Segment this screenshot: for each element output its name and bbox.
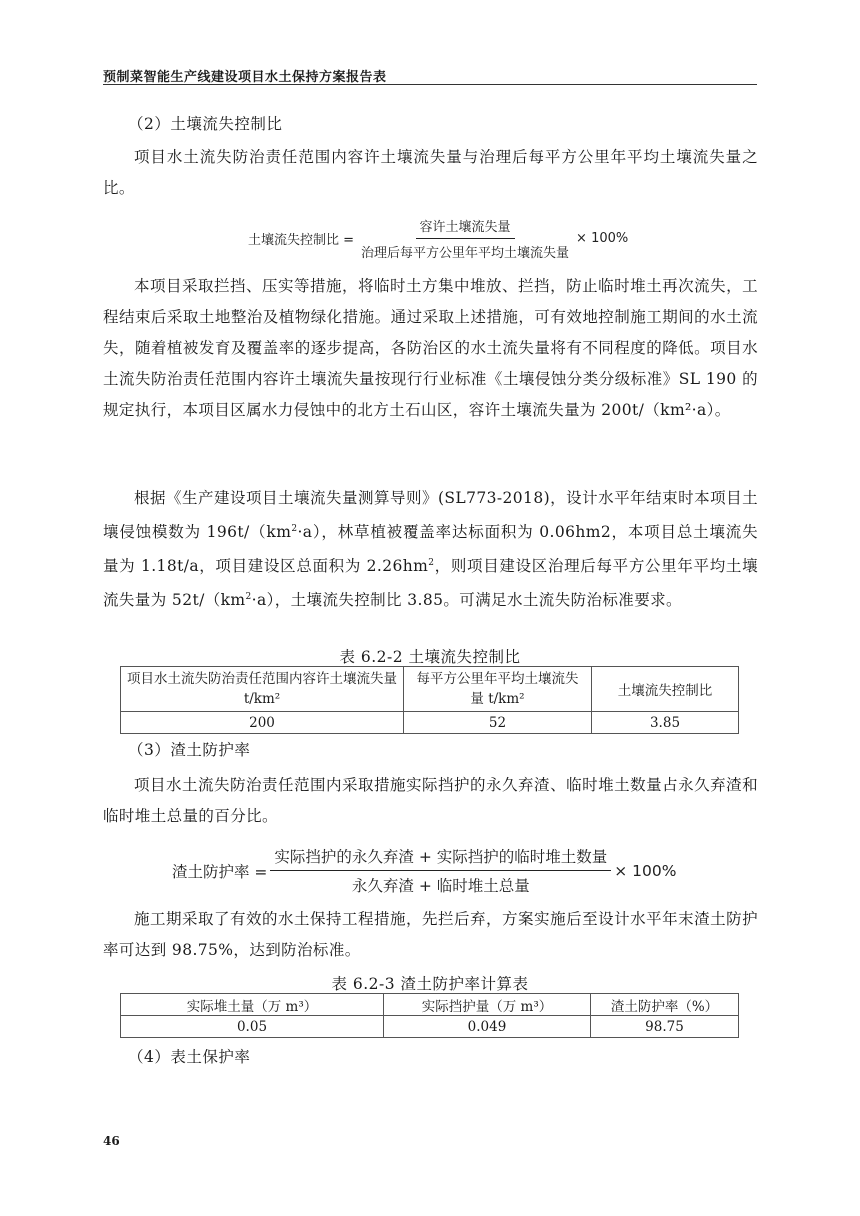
superscript: 2 bbox=[428, 558, 435, 569]
table-header-row bbox=[121, 994, 739, 1016]
table-caption-6-2-2: 表 6.2-2 土壤流失控制比 bbox=[339, 648, 521, 666]
table-header-row bbox=[121, 667, 739, 712]
table-soil-loss-ratio bbox=[120, 666, 739, 734]
table-row bbox=[121, 712, 739, 734]
text-run: ·a），土壤流失控制比 3.85。可满足水土流失防治标准要求。 bbox=[251, 591, 682, 610]
table-slag-protection bbox=[120, 993, 739, 1038]
page-number: 46 bbox=[103, 1134, 120, 1148]
formula-suffix: × 100% bbox=[614, 861, 677, 880]
formula-lhs: 渣土防护率 = bbox=[172, 862, 268, 881]
table-header-cell: 实际堆土量（万 m³） bbox=[121, 994, 384, 1016]
formula-denominator: 永久弃渣 + 临时堆土总量 bbox=[351, 877, 530, 895]
formula-lhs: 土壤流失控制比 = bbox=[248, 233, 355, 248]
superscript: 2 bbox=[245, 592, 252, 603]
paragraph-slag-result: 施工期采取了有效的水土保持工程措施，先拦后弃，方案实施后至设计水平年末渣土防护率可达到 98.75%，达到防治标准。 bbox=[103, 910, 758, 959]
superscript: 2 bbox=[291, 524, 298, 534]
header-divider bbox=[103, 84, 757, 85]
document-header-title: 预制菜智能生产线建设项目水土保持方案报告表 bbox=[103, 70, 387, 85]
text-run: 根据《生产建设项目土壤流失量测算导则》(SL773-2018)，设计水平年结束时本项目土壤侵蚀模数为 196t/（km bbox=[103, 489, 758, 542]
table-header-cell: 每平方公里年平均土壤流失量 t/km² bbox=[404, 667, 592, 712]
table-cell: 52 bbox=[404, 712, 592, 734]
text-run: ·a），林草植被覆盖率达标面积为 0.06hm2，本项目总土壤流失量为 1.18t/a，项目建设区总面积为 2.26hm bbox=[103, 523, 758, 576]
section-heading-slag-protection: （3）渣土防护率 bbox=[128, 741, 251, 759]
definition-slag-protection: 项目水土流失防治责任范围内采取措施实际挡护的永久弃渣、临时堆土数量占永久弃渣和临时堆土总量的百分比。 bbox=[103, 776, 758, 825]
table-cell: 0.049 bbox=[384, 1016, 591, 1038]
formula-suffix: × 100% bbox=[576, 231, 629, 246]
section-heading-soil-loss-ratio: （2）土壤流失控制比 bbox=[128, 115, 283, 133]
table-cell: 98.75 bbox=[591, 1016, 739, 1038]
table-cell: 3.85 bbox=[592, 712, 739, 734]
table-header-cell: 实际挡护量（万 m³） bbox=[384, 994, 591, 1016]
table-header-cell: 土壤流失控制比 bbox=[592, 667, 739, 712]
paragraph-calculation bbox=[103, 483, 758, 616]
table-header-cell: 渣土防护率（%） bbox=[591, 994, 739, 1016]
formula-numerator: 容许土壤流失量 bbox=[416, 216, 515, 239]
table-cell: 0.05 bbox=[121, 1016, 384, 1038]
table-header-cell: 项目水土流失防治责任范围内容许土壤流失量 t/km² bbox=[121, 667, 404, 712]
formula-denominator: 治理后每平方公里年平均土壤流失量 bbox=[361, 246, 570, 261]
table-row bbox=[121, 1016, 739, 1038]
formula-soil-loss-ratio bbox=[248, 216, 628, 261]
text-run: ，则项目建设区治理后每平方公里年平均土壤流失量为 52t/（km bbox=[103, 557, 758, 610]
formula-fraction bbox=[357, 216, 573, 261]
formula-slag-protection bbox=[172, 845, 677, 896]
formula-fraction bbox=[270, 845, 611, 896]
table-caption-6-2-3: 表 6.2-3 渣土防护率计算表 bbox=[331, 975, 529, 993]
paragraph-measures: 本项目采取拦挡、压实等措施，将临时土方集中堆放、拦挡，防止临时堆土再次流失，工程结束后采取土地整治及植物绿化措施。通过采取上述措施，可有效地控制施工期间的水土流失，随着植被发育及覆盖率的逐步提高，各防治区的水土流失量将有不同程度的降低。项目水土流失防治责任范围内容许土壤流失量按现行行业标准《土壤侵蚀分类分级标准》SL 190 的规定执行，本项目区属水力侵蚀中的北方土石山区，容许土壤流失量为 200t/（km²·a）。 bbox=[103, 277, 758, 419]
section-heading-topsoil-protection: （4）表土保护率 bbox=[128, 1048, 251, 1066]
formula-numerator: 实际挡护的永久弃渣 + 实际挡护的临时堆土数量 bbox=[270, 845, 611, 871]
definition-soil-loss-ratio: 项目水土流失防治责任范围内容许土壤流失量与治理后每平方公里年平均土壤流失量之比。 bbox=[103, 148, 758, 197]
table-cell: 200 bbox=[121, 712, 404, 734]
